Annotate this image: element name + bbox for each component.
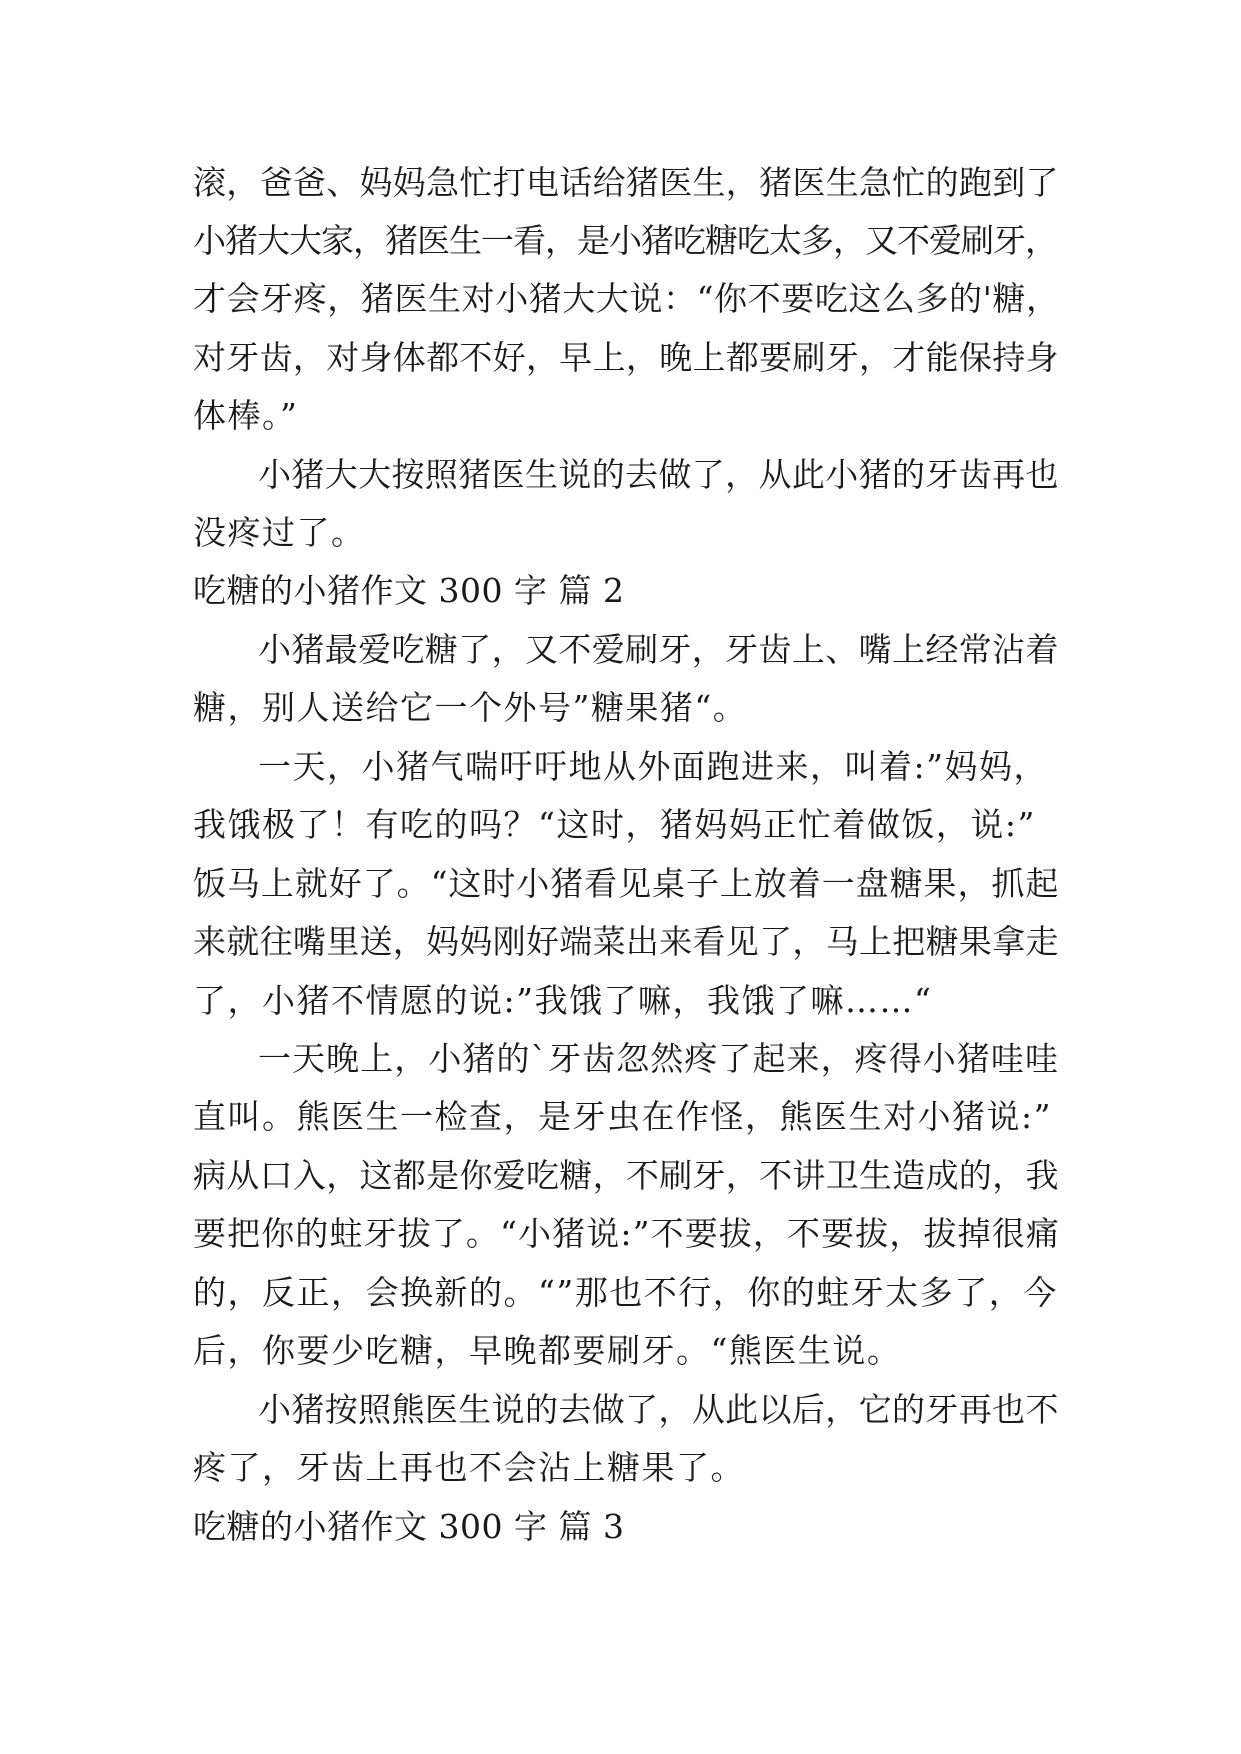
section-heading: 吃糖的小猪作文 300 字 篇 2 xyxy=(193,571,625,610)
paragraph-first-line: 小猪按照熊医生说的去做了，从此以后，它的牙再也不 xyxy=(258,1390,1059,1429)
text-line: 糖，别人送给它一个外号”糖果猪“。 xyxy=(193,688,748,727)
paragraph-first-line: 一天，小猪气喘吁吁地从外面跑进来，叫着:”妈妈， xyxy=(258,747,1048,786)
paragraph-first-line: 小猪大大按照猪医生说的去做了，从此小猪的牙齿再也 xyxy=(258,455,1059,494)
text-line: 饭马上就好了。“这时小猪看见桌子上放着一盘糖果，抓起 xyxy=(193,864,1060,903)
text-line: 体棒。” xyxy=(193,396,299,435)
text-line: 要把你的蛀牙拔了。“小猪说:”不要拔，不要拔，拔掉很痛 xyxy=(193,1214,1060,1253)
text-line: 直叫。熊医生一检查，是牙虫在作怪，熊医生对小猪说:” xyxy=(193,1097,1052,1136)
text-line: 才会牙疼，猪医生对小猪大大说：“你不要吃这么多的'糖， xyxy=(193,279,1060,318)
text-line: 的，反正，会换新的。“”那也不行，你的蛀牙太多了，今 xyxy=(193,1273,1058,1312)
text-line: 滚，爸爸、妈妈急忙打电话给猪医生，猪医生急忙的跑到了 xyxy=(193,163,1059,202)
text-line: 疼了，牙齿上再也不会沾上糖果了。 xyxy=(193,1448,745,1487)
paragraph-first-line: 一天晚上，小猪的`牙齿忽然疼了起来，疼得小猪哇哇 xyxy=(258,1039,1060,1078)
text-line: 没疼过了。 xyxy=(193,513,366,552)
text-line: 对牙齿，对身体都不好，早上，晚上都要刷牙，才能保持身 xyxy=(193,338,1059,377)
text-line: 病从口入，这都是你爱吃糖，不刷牙，不讲卫生造成的，我 xyxy=(193,1156,1059,1195)
text-line: 小猪大大家，猪医生一看，是小猪吃糖吃太多，又不爱刷牙， xyxy=(193,221,1057,260)
text-line: 了，小猪不情愿的说:”我饿了嘛，我饿了嘛……“ xyxy=(193,981,933,1020)
text-line: 后，你要少吃糖，早晚都要刷牙。“熊医生说。 xyxy=(193,1331,902,1370)
text-line: 来就往嘴里送，妈妈刚好端菜出来看见了，马上把糖果拿走 xyxy=(193,922,1059,961)
text-line: 我饿极了！有吃的吗？“这时，猪妈妈正忙着做饭，说:” xyxy=(193,805,1036,844)
paragraph-first-line: 小猪最爱吃糖了，又不爱刷牙，牙齿上、嘴上经常沾着 xyxy=(258,630,1059,669)
section-heading: 吃糖的小猪作文 300 字 篇 3 xyxy=(193,1507,625,1546)
